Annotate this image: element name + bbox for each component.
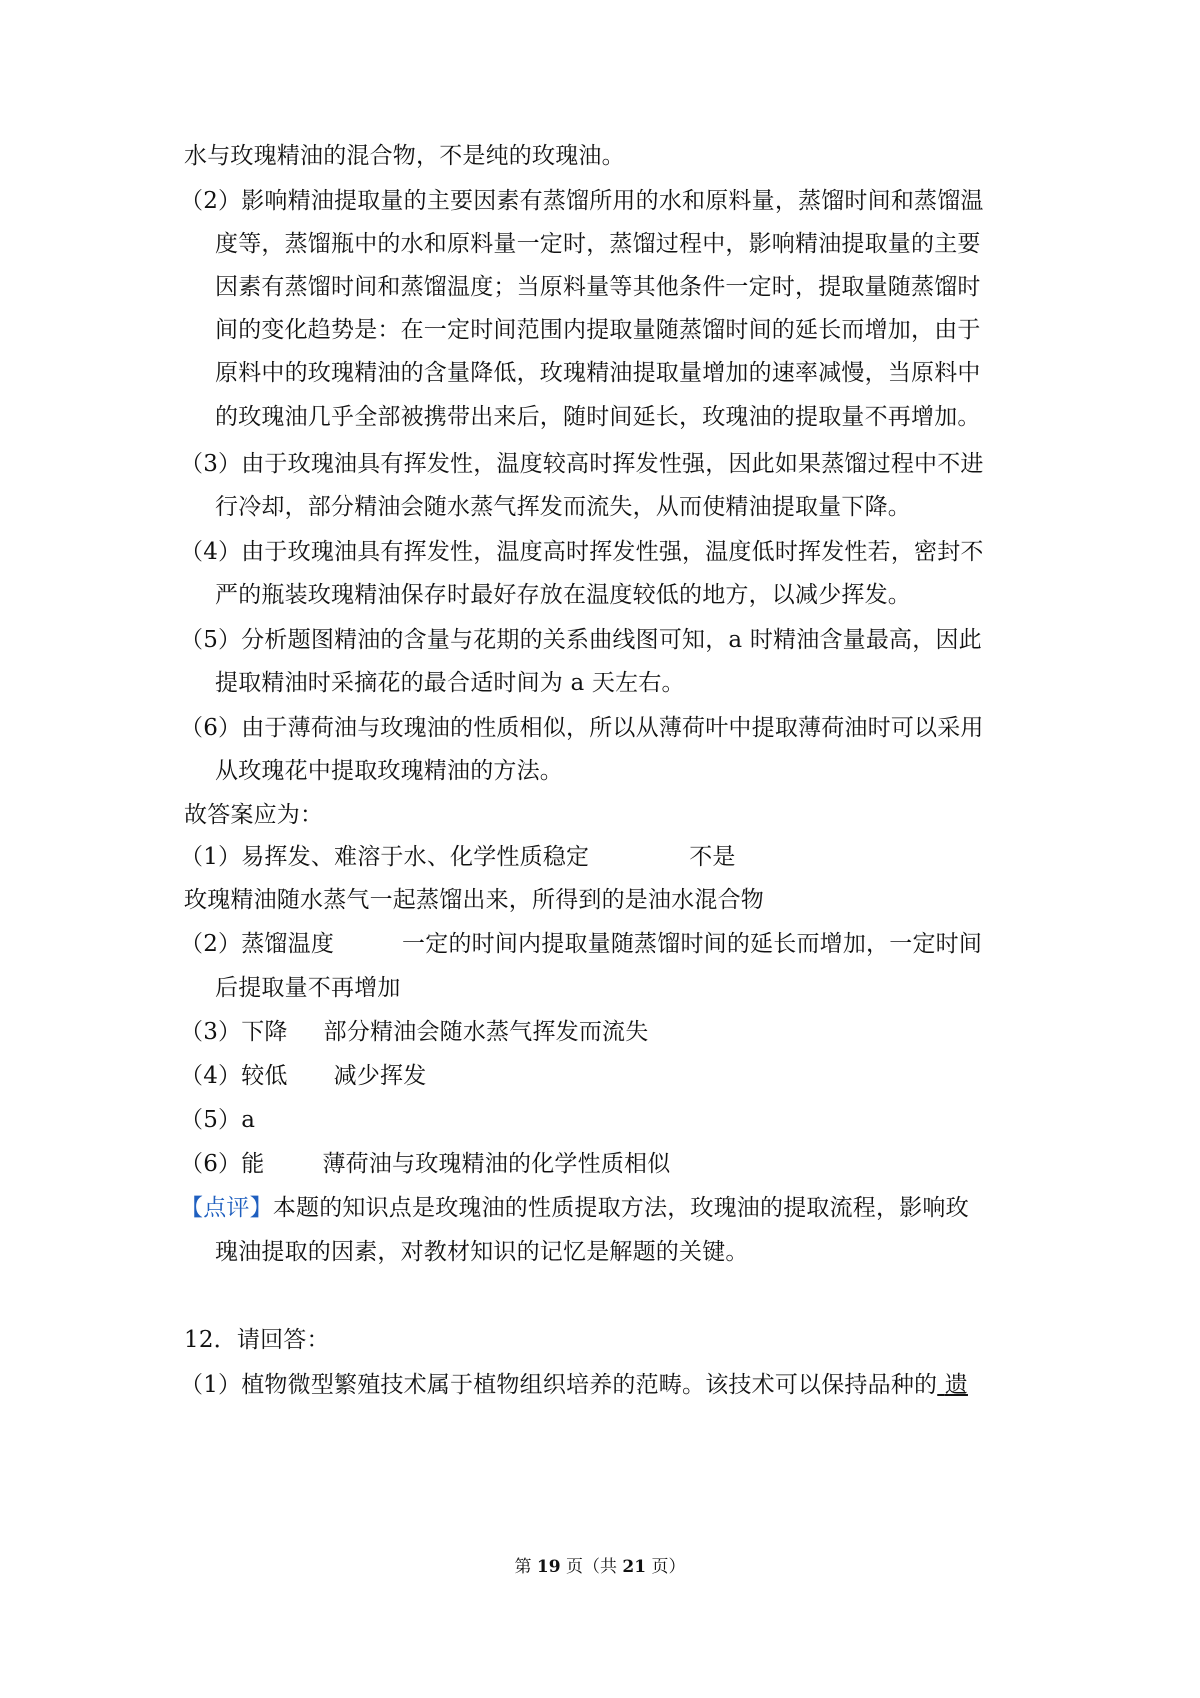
question-12-part-1-text: （1）植物微型繁殖技术属于植物组织培养的范畴。该技术可以保持品种的 xyxy=(180,1372,938,1398)
comment-line xyxy=(180,1193,969,1223)
text-line: 原料中的玫瑰精油的含量降低，玫瑰精油提取量增加的速率减慢，当原料中 xyxy=(215,360,981,386)
answer-2-line: （2）影响精油提取量的主要因素有蒸馏所用的水和原料量，蒸馏时间和蒸馏温 xyxy=(180,188,984,214)
text-line: 因素有蒸馏时间和蒸馏温度；当原料量等其他条件一定时，提取量随蒸馏时 xyxy=(215,274,981,300)
final-answer-2-part-b: 一定的时间内提取量随蒸馏时间的延长而增加，一定时间 xyxy=(402,931,983,957)
answer-3-line: （3）由于玫瑰油具有挥发性，温度较高时挥发性强，因此如果蒸馏过程中不进 xyxy=(180,451,984,477)
comment-text-line-2: 瑰油提取的因素，对教材知识的记忆是解题的关键。 xyxy=(215,1239,749,1265)
footer-mid: 页（共 xyxy=(560,1557,623,1577)
answer-heading: 故答案应为： xyxy=(184,802,324,828)
comment-label: 【点评】 xyxy=(180,1195,273,1221)
text-line: 度等，蒸馏瓶中的水和原料量一定时，蒸馏过程中，影响精油提取量的主要 xyxy=(215,231,981,257)
final-answer-3-part-b: 部分精油会随水蒸气挥发而流失 xyxy=(323,1019,649,1045)
final-answer-3 xyxy=(180,1017,648,1047)
answer-6-line: （6）由于薄荷油与玫瑰油的性质相似，所以从薄荷叶中提取薄荷油时可以采用 xyxy=(180,715,984,741)
question-12-title: 12．请回答： xyxy=(184,1327,330,1353)
text-line: 间的变化趋势是：在一定时间范围内提取量随蒸馏时间的延长而增加，由于 xyxy=(215,317,981,343)
final-answer-3-part-a: （3）下降 xyxy=(180,1019,288,1045)
footer-total-pages: 21 xyxy=(622,1557,647,1577)
text-line: 后提取量不再增加 xyxy=(215,975,401,1001)
final-answer-6 xyxy=(180,1149,670,1179)
text-line: 的玫瑰油几乎全部被携带出来后，随时间延长，玫瑰油的提取量不再增加。 xyxy=(215,404,981,430)
answer-5-line: （5）分析题图精油的含量与花期的关系曲线图可知，a 时精油含量最高，因此 xyxy=(180,627,982,653)
final-answer-2-part-a: （2）蒸馏温度 xyxy=(180,931,335,957)
footer-prefix: 第 xyxy=(514,1557,537,1577)
final-answer-6-part-a: （6）能 xyxy=(180,1151,265,1177)
comment-text: 本题的知识点是玫瑰油的性质提取方法，玫瑰油的提取流程，影响玫 xyxy=(272,1195,969,1221)
text-line: 提取精油时采摘花的最合适时间为 a 天左右。 xyxy=(215,670,685,696)
final-answer-6-part-b: 薄荷油与玫瑰精油的化学性质相似 xyxy=(322,1151,671,1177)
answer-blank: 遗 xyxy=(944,1372,968,1398)
final-answer-5: （5）a xyxy=(180,1107,256,1133)
final-answer-4-part-b: 减少挥发 xyxy=(333,1063,427,1089)
text-line: 从玫瑰花中提取玫瑰精油的方法。 xyxy=(215,758,563,784)
final-answer-1-line-2: 玫瑰精油随水蒸气一起蒸馏出来，所得到的是油水混合物 xyxy=(184,887,764,913)
text-line: 行冷却，部分精油会随水蒸气挥发而流失，从而使精油提取量下降。 xyxy=(215,494,911,520)
footer-page-number: 19 xyxy=(536,1557,561,1577)
question-12-part-1 xyxy=(180,1370,968,1400)
final-answer-1-part-b: 不是 xyxy=(689,844,736,870)
final-answer-2 xyxy=(180,929,982,959)
final-answer-4-part-a: （4）较低 xyxy=(180,1063,288,1089)
final-answer-4 xyxy=(180,1061,426,1091)
text-line: 水与玫瑰精油的混合物，不是纯的玫瑰油。 xyxy=(184,143,625,169)
final-answer-1-part-a: （1）易挥发、难溶于水、化学性质稳定 xyxy=(180,844,590,870)
answer-4-line: （4）由于玫瑰油具有挥发性，温度高时挥发性强，温度低时挥发性若，密封不 xyxy=(180,539,984,565)
page-footer xyxy=(0,1556,1200,1578)
text-line: 严的瓶装玫瑰精油保存时最好存放在温度较低的地方，以减少挥发。 xyxy=(215,582,911,608)
final-answer-1 xyxy=(180,842,736,872)
footer-suffix: 页） xyxy=(646,1557,686,1577)
